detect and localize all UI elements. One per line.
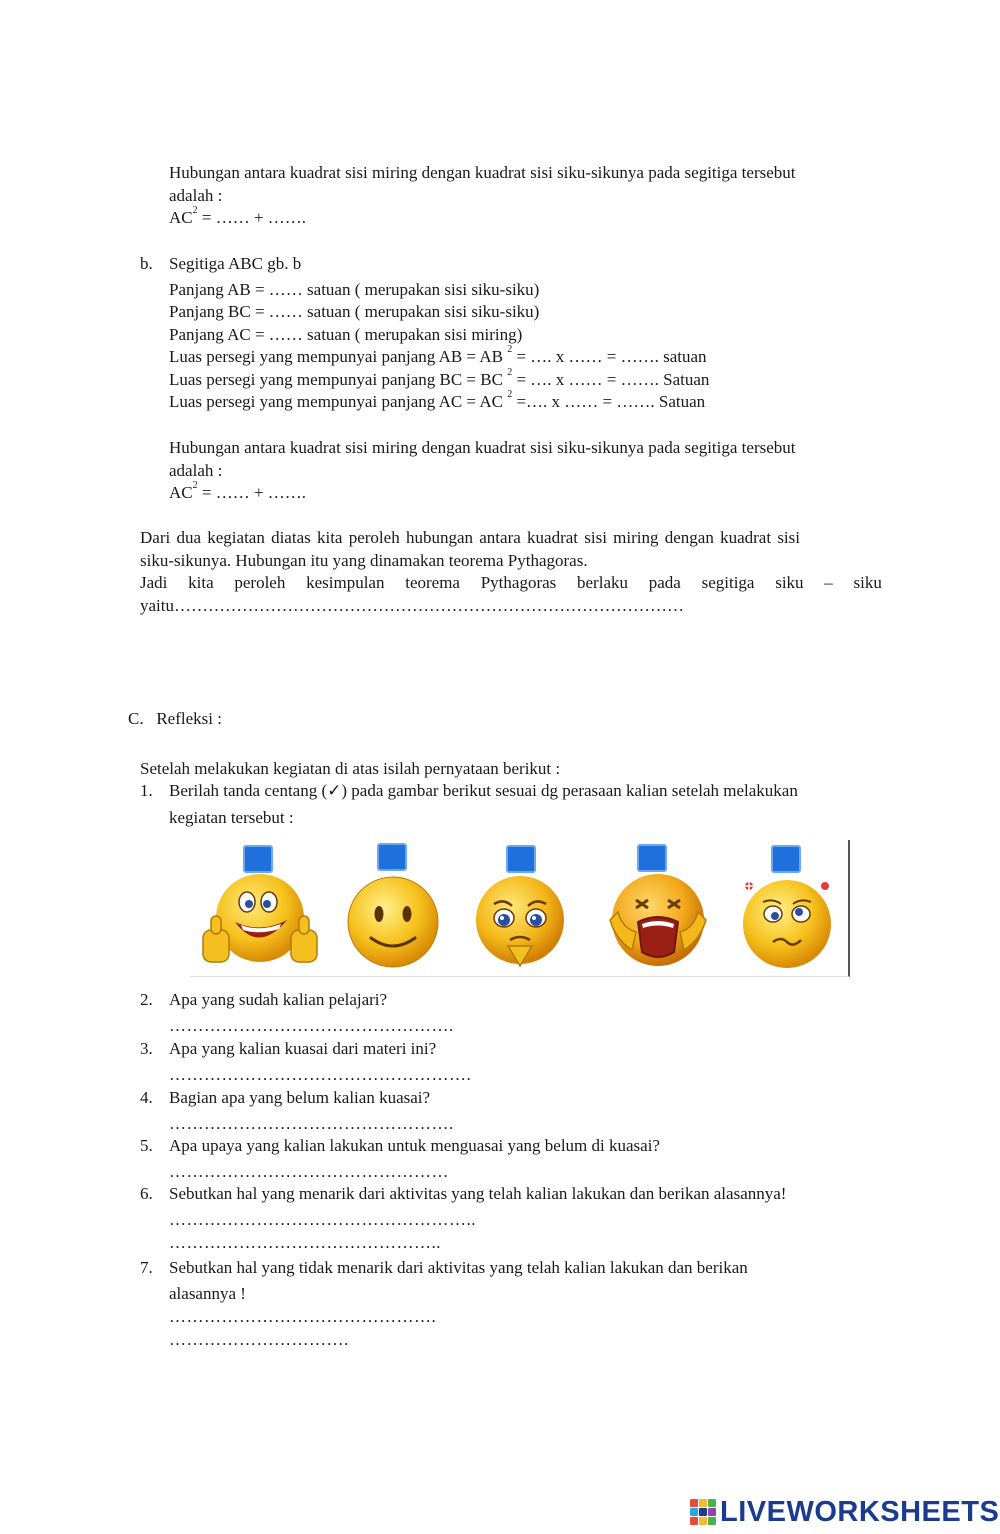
q3-text: Apa yang kalian kuasai dari materi ini? bbox=[169, 1039, 437, 1058]
question-7 bbox=[169, 1257, 909, 1351]
conclusion-line1: Dari dua kegiatan diatas kita peroleh hubungan antara kuadrat sisi miring dengan kuadrat sisi bbox=[140, 528, 800, 547]
area-bc bbox=[169, 366, 909, 392]
q7-line1: Sebutkan hal yang tidak menarik dari aktivitas yang telah kalian lakukan dan berikan bbox=[169, 1258, 748, 1277]
area-ab-post: = …. x …… = ……. satuan bbox=[512, 347, 707, 366]
formula-lhs: AC bbox=[169, 208, 193, 227]
area-ac-post: =…. x …… = ……. Satuan bbox=[512, 392, 706, 411]
length-ac: Panjang AC = …… satuan ( merupakan sisi miring) bbox=[169, 324, 523, 344]
section-b-relation bbox=[169, 437, 909, 505]
thumbs-up-happy-face-icon bbox=[195, 872, 325, 972]
q5-answer[interactable]: ………………………………………… bbox=[169, 1162, 449, 1181]
area-bc-exp: 2 bbox=[507, 366, 513, 378]
q3-number: 3. bbox=[140, 1039, 153, 1058]
liveworksheets-text: LIVEWORKSHEETS bbox=[720, 1495, 1000, 1528]
q6-number: 6. bbox=[140, 1184, 153, 1203]
q6-answer-2[interactable]: ……………………………………….. bbox=[169, 1233, 441, 1252]
logo-square bbox=[699, 1499, 707, 1507]
logo-square bbox=[690, 1517, 698, 1525]
q4-number: 4. bbox=[140, 1088, 153, 1107]
checkbox-2[interactable] bbox=[377, 843, 407, 871]
feeling-selector bbox=[190, 840, 850, 977]
conclusion-line4: yaitu……………………………………………………………………………… bbox=[140, 595, 684, 615]
section-b-title: Segitiga ABC gb. b bbox=[169, 254, 302, 273]
relation-b-line1: Hubungan antara kuadrat sisi miring dengan kuadrat sisi siku-sikunya pada segitiga tersebut bbox=[169, 438, 796, 457]
formula-b-lhs: AC bbox=[169, 483, 193, 502]
crying-face-icon bbox=[602, 870, 714, 970]
section-c-heading: C. Refleksi : bbox=[128, 709, 222, 728]
q2-text: Apa yang sudah kalian pelajari? bbox=[169, 990, 388, 1009]
liveworksheets-logo bbox=[690, 1494, 999, 1530]
conclusion bbox=[140, 527, 907, 617]
logo-square bbox=[708, 1517, 716, 1525]
question-6 bbox=[140, 1183, 920, 1255]
logo-square bbox=[690, 1499, 698, 1507]
q1-line1: Berilah tanda centang (✓) pada gambar berikut sesuai dg perasaan kalian setelah melakukan bbox=[169, 781, 798, 800]
q6-text: Sebutkan hal yang menarik dari aktivitas yang telah kalian lakukan dan berikan alasannya! bbox=[169, 1184, 787, 1203]
relation-text-line2: adalah : bbox=[169, 185, 223, 205]
formula-exp: 2 bbox=[192, 205, 198, 217]
checkbox-5[interactable] bbox=[771, 845, 801, 873]
q6-answer-1[interactable]: …………………………………………….. bbox=[169, 1210, 476, 1229]
logo-square bbox=[699, 1517, 707, 1525]
logo-square bbox=[699, 1508, 707, 1516]
area-bc-pre: Luas persegi yang mempunyai panjang BC = BC bbox=[169, 369, 508, 389]
q5-text: Apa upaya yang kalian lakukan untuk menguasai yang belum di kuasai? bbox=[169, 1136, 660, 1155]
q5-number: 5. bbox=[140, 1136, 153, 1155]
q4-answer[interactable]: …………………………………………. bbox=[169, 1114, 454, 1133]
logo-square bbox=[708, 1508, 716, 1516]
section-b bbox=[169, 253, 909, 414]
formula-b-exp: 2 bbox=[192, 480, 198, 492]
section-b-label: b. bbox=[140, 254, 153, 273]
conclusion-line2: siku-sikunya. Hubungan itu yang dinamakan teorema Pythagoras. bbox=[140, 550, 588, 570]
logo-square bbox=[690, 1508, 698, 1516]
q3-answer[interactable]: ……………………………………………. bbox=[169, 1065, 472, 1084]
area-ac bbox=[169, 391, 909, 414]
q1 bbox=[169, 780, 909, 829]
q2-answer[interactable]: …………………………………………. bbox=[169, 1016, 454, 1035]
q7-answer-2[interactable]: …………………………. bbox=[169, 1329, 349, 1349]
area-ac-pre: Luas persegi yang mempunyai panjang AC = AC bbox=[169, 392, 508, 411]
formula-b-ac-squared bbox=[169, 482, 909, 505]
q7-answer-1[interactable]: ………………………………………. bbox=[169, 1307, 437, 1326]
area-ac-exp: 2 bbox=[507, 389, 513, 401]
question-2 bbox=[140, 989, 920, 1038]
area-ab-pre: Luas persegi yang mempunyai panjang AB = AB bbox=[169, 347, 508, 366]
logo-square bbox=[708, 1499, 716, 1507]
length-ab: Panjang AB = …… satuan ( merupakan sisi siku-siku) bbox=[169, 279, 540, 299]
area-ab bbox=[169, 346, 909, 369]
dizzy-face-icon bbox=[737, 874, 837, 970]
q1-line2: kegiatan tersebut : bbox=[169, 807, 294, 827]
area-bc-post: = …. x …… = ……. Satuan bbox=[512, 369, 710, 389]
area-ab-exp: 2 bbox=[507, 344, 513, 356]
q4-text: Bagian apa yang belum kalian kuasai? bbox=[169, 1088, 431, 1107]
q1-number: 1. bbox=[140, 781, 153, 800]
checkbox-1[interactable] bbox=[243, 845, 273, 873]
formula-ac-squared bbox=[169, 207, 909, 230]
section-a-relation bbox=[169, 162, 909, 230]
question-list bbox=[140, 989, 920, 1255]
conclusion-line3: Jadi kita peroleh kesimpulan teorema Pythagoras berlaku pada segitiga siku – siku bbox=[140, 573, 882, 592]
liveworksheets-logo-icon bbox=[690, 1499, 716, 1525]
q2-number: 2. bbox=[140, 990, 153, 1009]
relation-b-line2: adalah : bbox=[169, 460, 223, 480]
question-3 bbox=[140, 1038, 920, 1087]
q7-number: 7. bbox=[140, 1258, 153, 1277]
checkbox-4[interactable] bbox=[637, 844, 667, 872]
section-c-intro: Setelah melakukan kegiatan di atas isilah pernyataan berikut : bbox=[140, 759, 561, 778]
pleading-face-icon bbox=[470, 874, 570, 970]
checkbox-3[interactable] bbox=[506, 845, 536, 873]
formula-b-rhs: = …… + ……. bbox=[197, 483, 307, 502]
length-bc: Panjang BC = …… satuan ( merupakan sisi siku-siku) bbox=[169, 302, 540, 321]
smiling-face-icon bbox=[345, 874, 441, 970]
relation-text-line1: Hubungan antara kuadrat sisi miring dengan kuadrat sisi siku-sikunya pada segitiga tersebut bbox=[169, 163, 796, 182]
question-5 bbox=[140, 1135, 920, 1183]
question-4 bbox=[140, 1087, 920, 1135]
formula-rhs: = …… + ……. bbox=[197, 208, 307, 227]
q7-line2: alasannya ! bbox=[169, 1283, 246, 1303]
